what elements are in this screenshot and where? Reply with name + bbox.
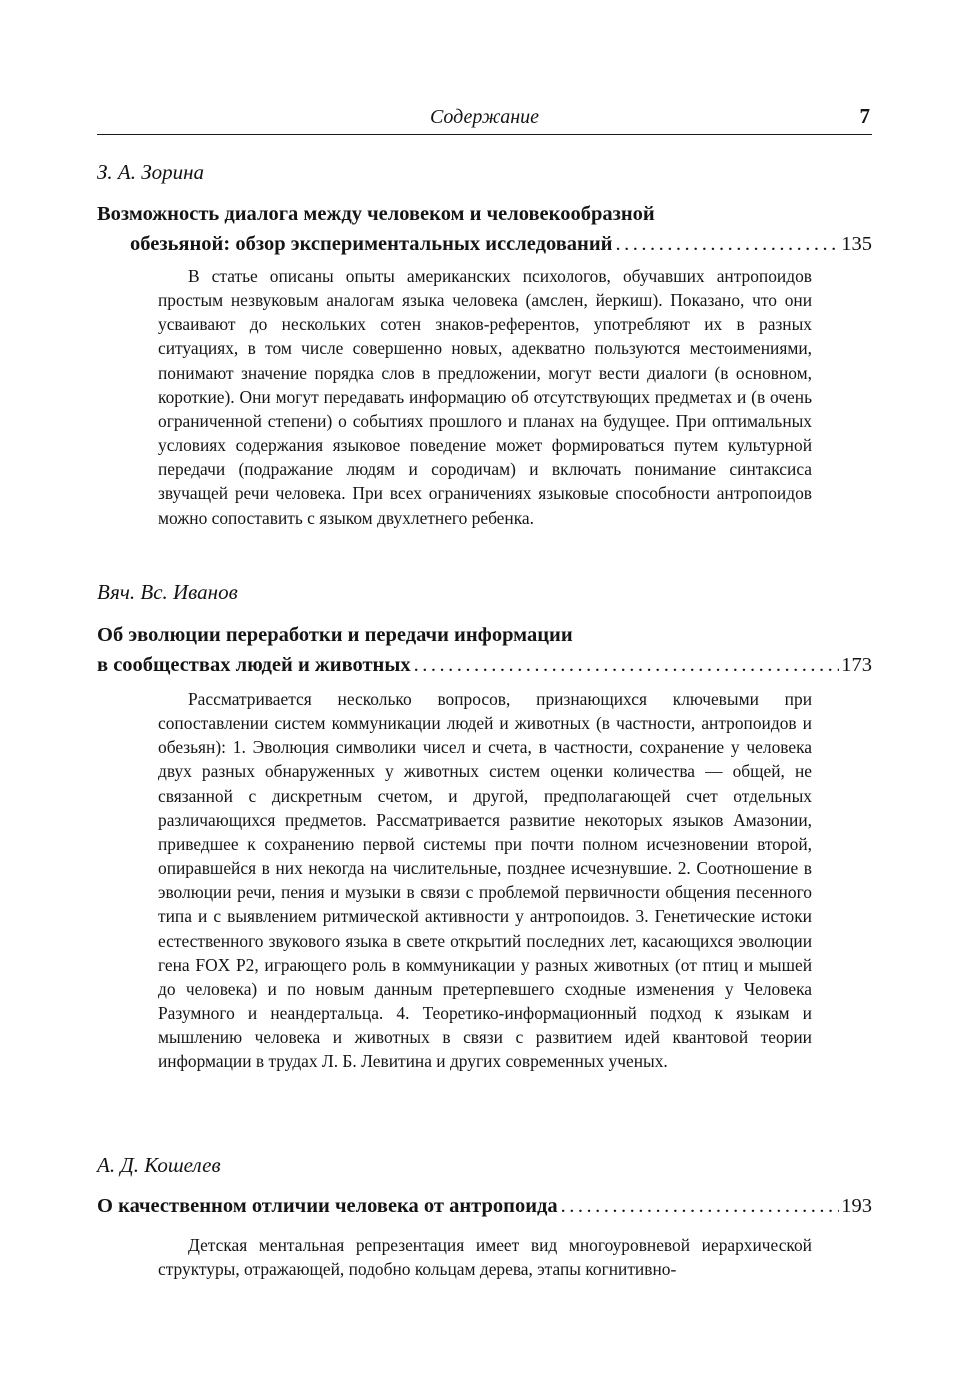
entry-author: А. Д. Кошелев xyxy=(97,1153,221,1177)
entry-title-line xyxy=(97,650,872,680)
entry-author: З. А. Зорина xyxy=(97,160,205,184)
entry-title-line xyxy=(97,620,872,650)
entry-title-text: в сообществах людей и животных xyxy=(97,654,411,676)
entry-title xyxy=(97,199,872,259)
entry-title-line xyxy=(97,199,872,229)
dot-leader xyxy=(411,650,840,680)
running-title: Содержание xyxy=(429,106,540,128)
entry-title-text: О качественном отличии человека от антропоида xyxy=(97,1195,558,1217)
entry-abstract: В статье описаны опыты американских психологов, обучавших антропоидов простым незвуковым аналогам языка человека (амслен, йеркиш). Показано, что они усваивают до нескольких сотен знаков-референтов, употребляют их в разных ситуациях, в том числе совершенно новых, адекватно пользуются местоимениями, понимают значение порядка слов в предложении, могут вести диалоги (в основном, короткие). Они могут передавать информацию об отсутствующих предметах и (в очень ограниченной степени) о событиях прошлого и планах на будущее. При оптимальных условиях содержания языковое поведение может формироваться путем культурной передачи (подражание людям и сородичам) и включать понимание синтаксиса звучащей речи человека. При всех ограничениях языковые способности антропоидов можно сопоставить с языком двухлетнего ребенка. xyxy=(158,266,812,528)
entry-title-text: Возможность диалога между человеком и человекообразной xyxy=(97,203,655,225)
entry-abstract: Рассматривается несколько вопросов, признающихся ключевыми при сопоставлении систем коммуникации людей и животных (в частности, антропоидов и обезьян): 1. Эволюция символики чисел и счета, в частности, сохранение у человека двух разных обнаруженных у животных систем оценки количества — общей, не связанной с дискретным счетом, и другой, предполагающей счет отдельных различающихся предметов. Рассматривается развитие некоторых языков Амазонии, приведшее к сохранению первой системы при почти полном исчезновении второй, опиравшейся в них некогда на числительные, позднее исчезнувшие. 2. Соотношение в эволюции речи, пения и музыки в связи с проблемой первичности общения песенного типа и с выявлением ритмической активности у антропоидов. 3. Генетические истоки естественного звукового языка в свете открытий последних лет, касающихся эволюции гена FOX P2, играющего роль в коммуникации у разных животных (от птиц и мышей до человека) и по новым данным претерпевшего сходные изменения у Человека Разумного и неандертальца. 4. Теоретико-информационный подход к языкам и мышлению человека и животных в связи с развитием идей квантовой теории информации в трудах Л. Б. Левитина и других современных ученых. xyxy=(158,689,812,1072)
entry-page-ref: 135 xyxy=(841,233,872,255)
running-header xyxy=(97,104,872,135)
entry-title xyxy=(97,620,872,680)
entry-author: Вяч. Вс. Иванов xyxy=(97,580,238,604)
entry-title-text: Об эволюции переработки и передачи информации xyxy=(97,624,573,646)
entry-title-text: обезьяной: обзор экспериментальных исследований xyxy=(130,233,613,255)
page-number: 7 xyxy=(859,104,870,128)
entry-title xyxy=(97,1191,872,1221)
entry-abstract: Детская ментальная репрезентация имеет вид многоуровневой иерархической структуры, отражающей, подобно кольцам дерева, этапы когнитивно- xyxy=(158,1235,812,1280)
entry-title-line xyxy=(97,229,872,259)
dot-leader xyxy=(558,1191,840,1221)
dot-leader xyxy=(612,229,839,259)
entry-title-line xyxy=(97,1191,872,1221)
entry-page-ref: 173 xyxy=(841,654,872,676)
entry-page-ref: 193 xyxy=(841,1195,872,1217)
